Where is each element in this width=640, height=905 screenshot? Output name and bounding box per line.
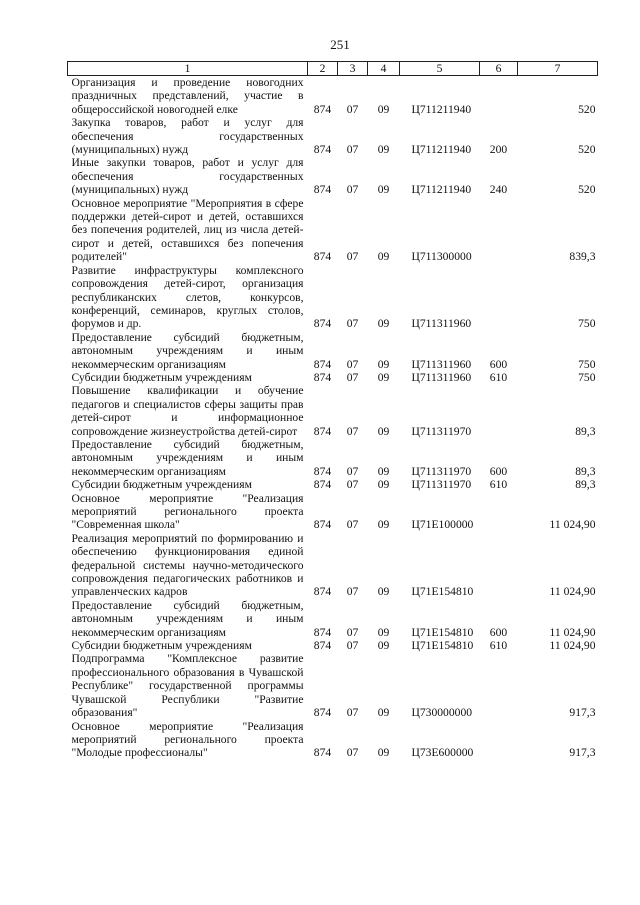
table-row [68,331,598,371]
row-section: 07 [346,478,359,492]
row-amount: 917,3 [569,706,596,720]
row-name: Закупка товаров, работ и услуг для обеспечения государственных (муниципальных) нужд [71,116,304,157]
row-amount: 917,3 [569,746,596,760]
row-amount: 89,3 [575,464,596,478]
table-row [68,197,598,264]
row-expense-type: 610 [489,478,508,492]
row-expense-type [480,76,518,117]
row-expense-type: 610 [489,370,508,384]
header-col-3: 3 [338,62,368,76]
row-target-article: Ц711311970 [411,478,472,492]
row-target-article: Ц71Е154810 [411,639,474,653]
row-name: Основное мероприятие "Реализация мероприятий регионального проекта "Молодые профессионалы" [71,719,304,760]
row-name: Предоставление субсидий бюджетным, автономным учреждениям и иным некоммерческим организациям [71,437,304,478]
row-ministry: 874 [313,478,332,492]
row-target-article: Ц71Е154810 [411,625,474,639]
row-subsection: 09 [377,585,390,599]
row-ministry: 874 [313,424,332,438]
row-target-article: Ц711311960 [411,357,472,371]
row-target-article: Ц71Е154810 [411,585,474,599]
row-expense-type [480,264,518,331]
row-expense-type [480,384,518,438]
row-subsection: 09 [377,102,390,116]
table-row [68,156,598,196]
row-expense-type [480,492,518,532]
row-expense-type: 600 [489,357,508,371]
row-section: 07 [346,746,359,760]
row-target-article: Ц711211940 [411,183,472,197]
row-ministry: 874 [313,585,332,599]
row-expense-type [480,197,518,264]
row-ministry: 874 [313,143,332,157]
row-amount: 839,3 [569,250,596,264]
row-subsection: 09 [377,143,390,157]
table-row [68,532,598,599]
row-expense-type: 610 [489,639,508,653]
row-name: Организация и проведение новогодних праздничных представлений, участие в общероссийской новогодней елке [71,76,304,116]
row-amount: 520 [578,102,596,116]
row-expense-type [480,652,518,719]
row-ministry: 874 [313,250,332,264]
row-name: Основное мероприятие "Реализация мероприятий регионального проекта "Современная школа" [71,491,304,532]
row-section: 07 [346,706,359,720]
row-subsection: 09 [377,625,390,639]
row-target-article: Ц711300000 [411,250,472,264]
row-subsection: 09 [377,478,390,492]
row-subsection: 09 [377,639,390,653]
row-section: 07 [346,317,359,331]
row-amount: 750 [578,317,596,331]
row-name: Повышение квалификации и обучение педагогов и специалистов сферы защиты прав детей-сирот и информационное сопровождение жизнеустройства детей-сирот [71,384,304,438]
row-amount: 11 024,90 [549,639,596,653]
row-name: Субсидии бюджетным учреждениям [71,478,252,492]
row-subsection: 09 [377,317,390,331]
row-ministry: 874 [313,706,332,720]
row-target-article: Ц71Е100000 [411,518,474,532]
row-name: Реализация мероприятий по формированию и обеспечению функционирования единой федеральной системы научно-методического сопровождения педагогических работников и управленческих кадров [71,531,304,599]
row-expense-type: 600 [489,464,508,478]
row-expense-type [480,532,518,599]
table-row [68,438,598,478]
row-expense-type: 200 [489,143,508,157]
header-col-2: 2 [308,62,338,76]
table-row [68,384,598,438]
row-section: 07 [346,464,359,478]
row-amount: 89,3 [575,478,596,492]
row-subsection: 09 [377,706,390,720]
row-name: Основное мероприятие "Мероприятия в сфере поддержки детей-сирот и детей, оставшихся без попечения родителей, лиц из числа детей-сирот и детей, оставшихся без попечения родителей" [71,196,304,264]
budget-table [67,61,598,760]
table-row [68,76,598,117]
row-amount: 11 024,90 [549,625,596,639]
row-ministry: 874 [313,518,332,532]
header-col-5: 5 [400,62,480,76]
row-expense-type: 240 [489,183,508,197]
row-section: 07 [346,143,359,157]
row-section: 07 [346,585,359,599]
row-subsection: 09 [377,464,390,478]
row-subsection: 09 [377,250,390,264]
header-col-4: 4 [368,62,400,76]
row-section: 07 [346,518,359,532]
row-name: Предоставление субсидий бюджетным, автономным учреждениям и иным некоммерческим организациям [71,598,304,639]
row-target-article: Ц711311960 [411,370,472,384]
row-amount: 11 024,90 [549,585,596,599]
table-row [68,492,598,532]
row-section: 07 [346,424,359,438]
table-row [68,478,598,491]
table-row [68,116,598,156]
row-expense-type [480,720,518,760]
table-row [68,264,598,331]
header-col-7: 7 [518,62,598,76]
row-subsection: 09 [377,183,390,197]
row-target-article: Ц711211940 [411,102,472,116]
header-col-1: 1 [68,62,308,76]
table-row [68,639,598,652]
row-name: Развитие инфраструктуры комплексного сопровождения детей-сирот, организация республиканских слетов, конкурсов, конференций, семинаров, круглых столов, форумов и др. [71,263,304,331]
row-ministry: 874 [313,746,332,760]
row-amount: 520 [578,183,596,197]
row-ministry: 874 [313,639,332,653]
row-section: 07 [346,370,359,384]
row-ministry: 874 [313,357,332,371]
page-number: 251 [330,37,350,52]
row-amount: 750 [578,370,596,384]
row-ministry: 874 [313,625,332,639]
row-name: Иные закупки товаров, работ и услуг для обеспечения государственных (муниципальных) нужд [71,156,304,197]
row-ministry: 874 [313,317,332,331]
row-amount: 750 [578,357,596,371]
table-row [68,720,598,760]
row-section: 07 [346,625,359,639]
row-subsection: 09 [377,424,390,438]
row-target-article: Ц711311960 [411,317,472,331]
table-row [68,371,598,384]
row-subsection: 09 [377,746,390,760]
row-target-article: Ц711311970 [411,424,472,438]
header-row [68,62,598,76]
row-amount: 520 [578,143,596,157]
row-section: 07 [346,183,359,197]
row-section: 07 [346,102,359,116]
row-subsection: 09 [377,370,390,384]
header-col-6: 6 [480,62,518,76]
row-target-article: Ц711311970 [411,464,472,478]
row-section: 07 [346,639,359,653]
row-ministry: 874 [313,102,332,116]
row-name: Субсидии бюджетным учреждениям [71,370,252,384]
row-target-article: Ц730000000 [411,706,473,720]
row-target-article: Ц73Е600000 [411,746,474,760]
row-amount: 11 024,90 [549,518,596,532]
row-name: Подпрограмма "Комплексное развитие профессионального образования в Чувашской Республике" государственной программы Чувашской Республики "Развитие образования" [71,652,304,720]
row-ministry: 874 [313,183,332,197]
row-ministry: 874 [313,370,332,384]
row-subsection: 09 [377,518,390,532]
row-subsection: 09 [377,357,390,371]
table-row [68,652,598,719]
row-section: 07 [346,250,359,264]
row-ministry: 874 [313,464,332,478]
row-target-article: Ц711211940 [411,143,472,157]
row-section: 07 [346,357,359,371]
row-name: Субсидии бюджетным учреждениям [71,639,252,653]
table-row [68,599,598,639]
row-amount: 89,3 [575,424,596,438]
row-name: Предоставление субсидий бюджетным, автономным учреждениям и иным некоммерческим организациям [71,330,304,371]
row-expense-type: 600 [489,625,508,639]
